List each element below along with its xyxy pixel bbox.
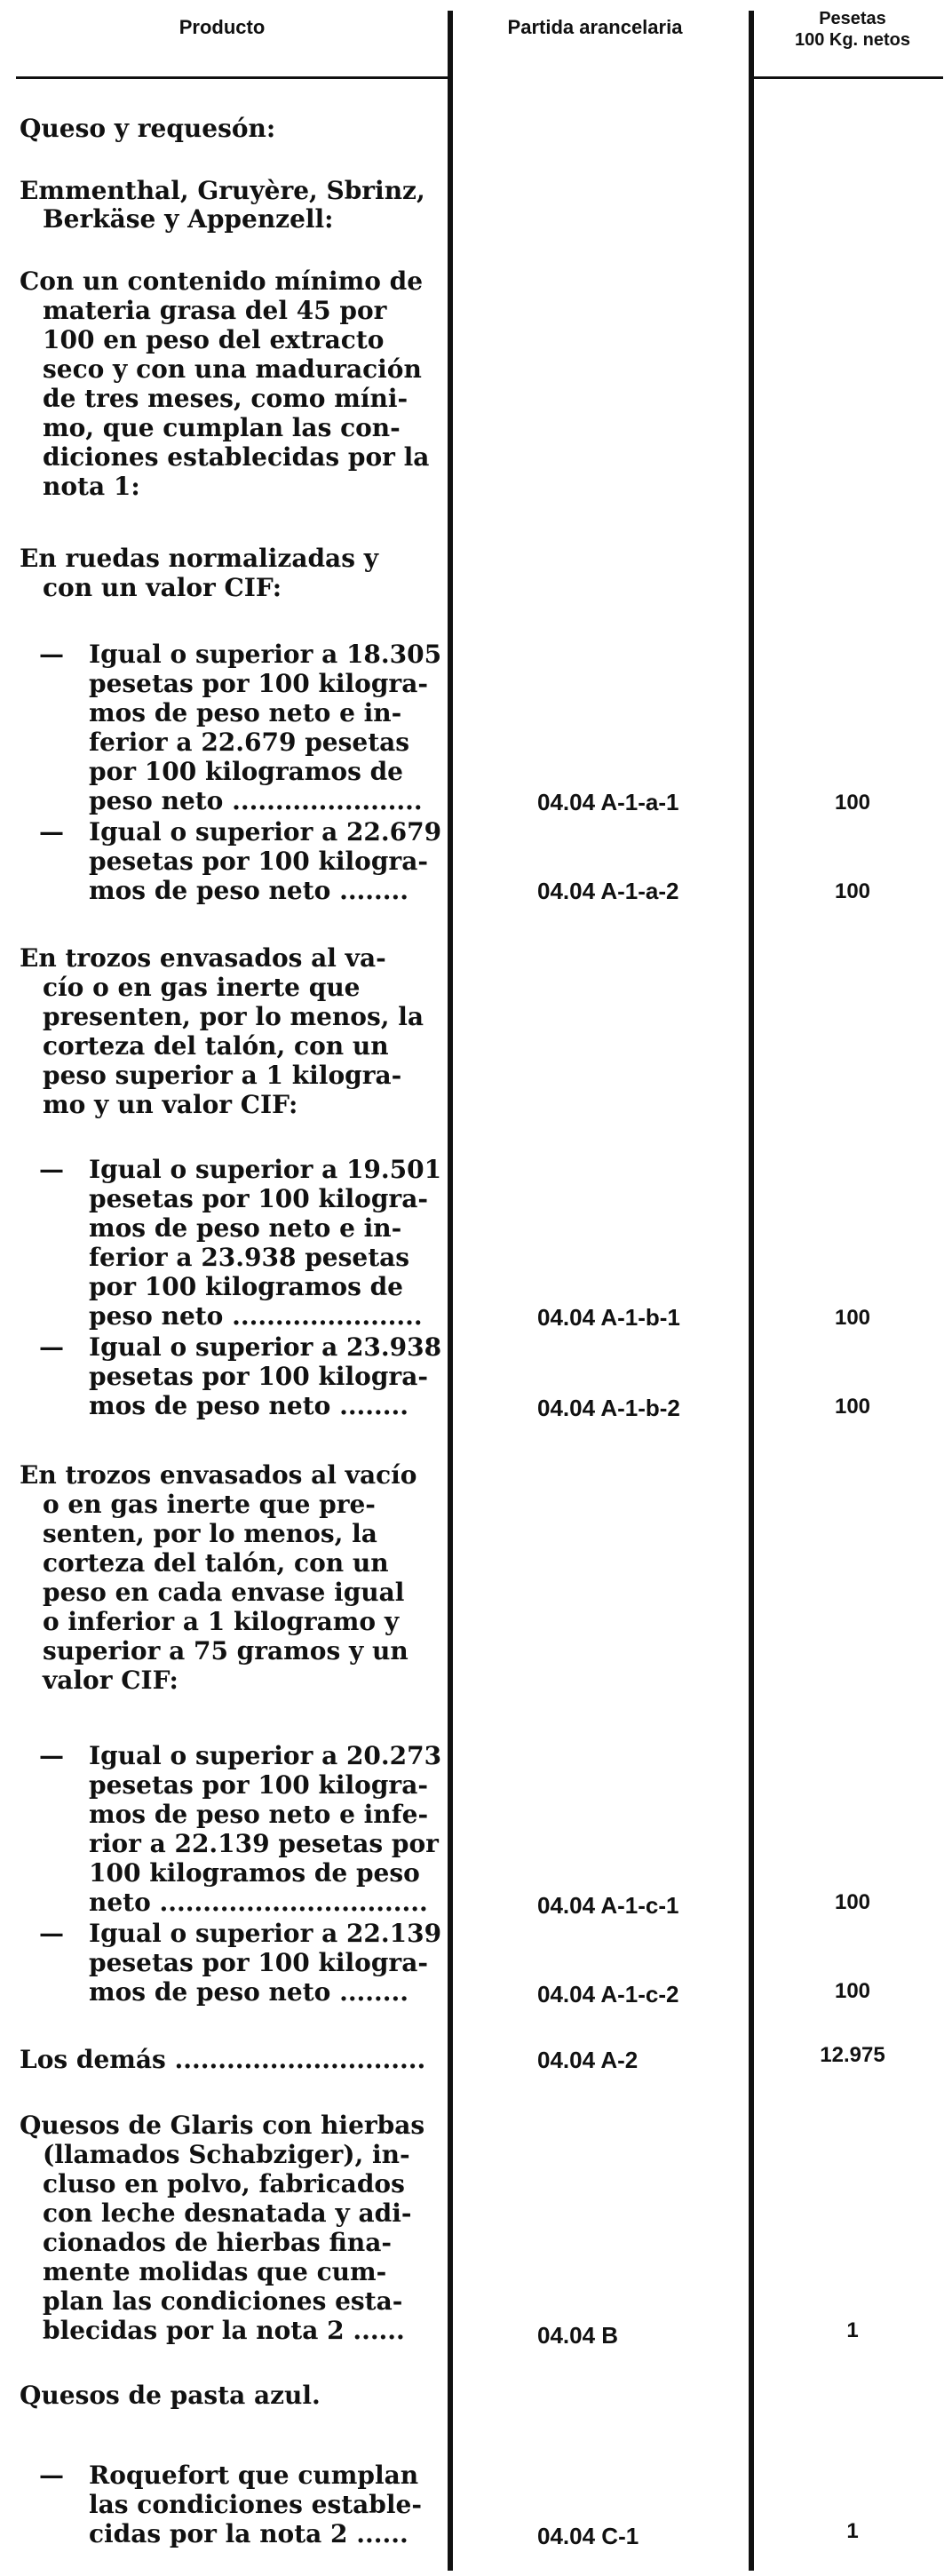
section-small-pieces-line: senten, por lo menos, la <box>43 1519 377 1548</box>
item-s5a-line: peso neto ...................... <box>89 1301 423 1331</box>
section-small-pieces-line: valor CIF: <box>43 1666 178 1695</box>
pesetas-value: 100 <box>834 879 871 903</box>
section-pieces-line: cío o en gas inerte que <box>43 973 361 1002</box>
tariff-code: 04.04 A-1-a-1 <box>537 789 679 815</box>
tariff-code: 04.04 A-2 <box>537 2047 639 2073</box>
section-fat-content-line: diciones establecidas por la <box>43 442 430 472</box>
item-s5a-line: mos de peso neto e in- <box>89 1213 402 1243</box>
section-glaris-line: plan las condiciones esta- <box>43 2286 403 2316</box>
pesetas-value: 12.975 <box>820 2043 885 2067</box>
item-s6b-line: pesetas por 100 kilogra- <box>89 1948 428 1977</box>
pesetas-value: 100 <box>834 1979 871 2003</box>
section-others: Los demás ............................. <box>20 2045 426 2074</box>
section-small-pieces-line: superior a 75 gramos y un <box>43 1636 409 1666</box>
section-small-pieces-line: peso en cada envase igual <box>43 1578 405 1607</box>
section-fat-content-line: seco y con una maduración <box>43 354 422 384</box>
section-glaris-line: cionados de hierbas fina- <box>43 2228 393 2257</box>
header-rule-right <box>752 76 943 79</box>
item-s5a-line: pesetas por 100 kilogra- <box>89 1184 428 1213</box>
item-dash: — <box>39 2461 64 2490</box>
section-small-pieces-line: En trozos envasados al vacío <box>20 1460 417 1490</box>
item-s6b-line: mos de peso neto ........ <box>89 1977 409 2007</box>
item-dash: — <box>39 640 64 669</box>
item-s5b-line: pesetas por 100 kilogra- <box>89 1362 428 1391</box>
section-fat-content-line: de tres meses, como míni- <box>43 384 409 413</box>
item-dash: — <box>39 1155 64 1184</box>
section-wheels-line: con un valor CIF: <box>43 573 282 602</box>
pesetas-value: 1 <box>846 2519 859 2543</box>
item-s4a-line: pesetas por 100 kilogra- <box>89 669 428 698</box>
item-dash: — <box>39 817 64 847</box>
section-fat-content-line: 100 en peso del extracto <box>43 325 385 354</box>
section-glaris-line: blecidas por la nota 2 ...... <box>43 2316 405 2345</box>
item-s6a-line: pesetas por 100 kilogra- <box>89 1770 428 1800</box>
item-s6a-line: 100 kilogramos de peso <box>89 1858 420 1888</box>
item-dash: — <box>39 1919 64 1948</box>
pesetas-value: 100 <box>834 791 871 815</box>
item-s4b-line: Igual o superior a 22.679 <box>89 817 442 847</box>
tariff-code: 04.04 C-1 <box>537 2523 639 2549</box>
section-wheels-line: En ruedas normalizadas y <box>20 544 378 573</box>
item-s6b-line: Igual o superior a 22.139 <box>89 1919 442 1948</box>
tariff-code: 04.04 A-1-b-2 <box>537 1395 680 1421</box>
section-pieces-line: presenten, por lo menos, la <box>43 1002 424 1031</box>
item-s5a-line: ferior a 23.938 pesetas <box>89 1243 410 1272</box>
header-rule-left <box>16 76 451 79</box>
item-s9a-line: las condiciones estable- <box>89 2490 422 2519</box>
item-s9a-line: cidas por la nota 2 ...... <box>89 2519 409 2548</box>
header-pesetas-2: 100 Kg. netos <box>794 30 911 50</box>
item-s5a-line: Igual o superior a 19.501 <box>89 1155 442 1184</box>
section-small-pieces-line: corteza del talón, con un <box>43 1548 389 1578</box>
item-s4a-line: Igual o superior a 18.305 <box>89 640 442 669</box>
item-s6a-line: Igual o superior a 20.273 <box>89 1741 442 1770</box>
tariff-code: 04.04 A-1-b-1 <box>537 1304 680 1331</box>
pesetas-value: 100 <box>834 1890 871 1914</box>
pesetas-value: 100 <box>834 1395 871 1419</box>
item-s4a-line: peso neto ...................... <box>89 786 423 815</box>
item-s5b-line: mos de peso neto ........ <box>89 1391 409 1420</box>
section-pieces-line: peso superior a 1 kilogra- <box>43 1061 402 1090</box>
section-small-pieces-line: o en gas inerte que pre- <box>43 1490 376 1519</box>
item-dash: — <box>39 1332 64 1362</box>
item-s4a-line: por 100 kilogramos de <box>89 757 403 786</box>
section-glaris-line: Quesos de Glaris con hierbas <box>20 2111 425 2140</box>
pesetas-value: 100 <box>834 1306 871 1330</box>
section-fat-content-line: materia grasa del 45 por <box>43 296 387 325</box>
tariff-code: 04.04 A-1-a-2 <box>537 878 679 904</box>
section-blue-cheese: Quesos de pasta azul. <box>20 2381 321 2410</box>
item-s4b-line: mos de peso neto ........ <box>89 876 409 905</box>
section-emmenthal-line-1: Emmenthal, Gruyère, Sbrinz, <box>20 176 425 205</box>
tariff-code: 04.04 A-1-c-1 <box>537 1892 679 1919</box>
section-pieces-line: mo y un valor CIF: <box>43 1090 298 1119</box>
item-s5b-line: Igual o superior a 23.938 <box>89 1332 442 1362</box>
item-dash: — <box>39 1741 64 1770</box>
section-glaris-line: cluso en polvo, fabricados <box>43 2169 405 2198</box>
column-divider-1 <box>448 11 453 2571</box>
header-product: Producto <box>178 16 266 38</box>
item-s6a-line: rior a 22.139 pesetas por <box>89 1829 439 1858</box>
pesetas-value: 1 <box>846 2318 859 2342</box>
item-s4a-line: mos de peso neto e in- <box>89 698 402 727</box>
header-pesetas-1: Pesetas <box>819 9 886 28</box>
section-glaris-line: mente molidas que cum- <box>43 2257 387 2286</box>
item-s5a-line: por 100 kilogramos de <box>89 1272 403 1301</box>
tariff-code: 04.04 B <box>537 2322 619 2349</box>
section-fat-content-line: mo, que cumplan las con- <box>43 413 401 442</box>
item-s9a-line: Roquefort que cumplan <box>89 2461 419 2490</box>
item-s6a-line: mos de peso neto e infe- <box>89 1800 429 1829</box>
section-pieces-line: En trozos envasados al va- <box>20 943 386 973</box>
section-glaris-line: (llamados Schabziger), in- <box>43 2140 410 2169</box>
section-small-pieces-line: o inferior a 1 kilogramo y <box>43 1607 400 1636</box>
header-tariff: Partida arancelaria <box>507 16 683 38</box>
item-s4a-line: ferior a 22.679 pesetas <box>89 727 410 757</box>
section-pieces-line: corteza del talón, con un <box>43 1031 389 1061</box>
item-s4b-line: pesetas por 100 kilogra- <box>89 847 428 876</box>
section-glaris-line: con leche desnatada y adi- <box>43 2198 412 2228</box>
item-s6a-line: neto ............................... <box>89 1888 428 1917</box>
section-fat-content-line: Con un contenido mínimo de <box>20 266 424 296</box>
section-emmenthal-line-2: Berkäse y Appenzell: <box>43 204 334 234</box>
tariff-code: 04.04 A-1-c-2 <box>537 1981 679 2008</box>
section-cheese-heading: Queso y requesón: <box>20 114 276 143</box>
section-fat-content-line: nota 1: <box>43 472 140 501</box>
column-divider-2 <box>749 11 754 2571</box>
